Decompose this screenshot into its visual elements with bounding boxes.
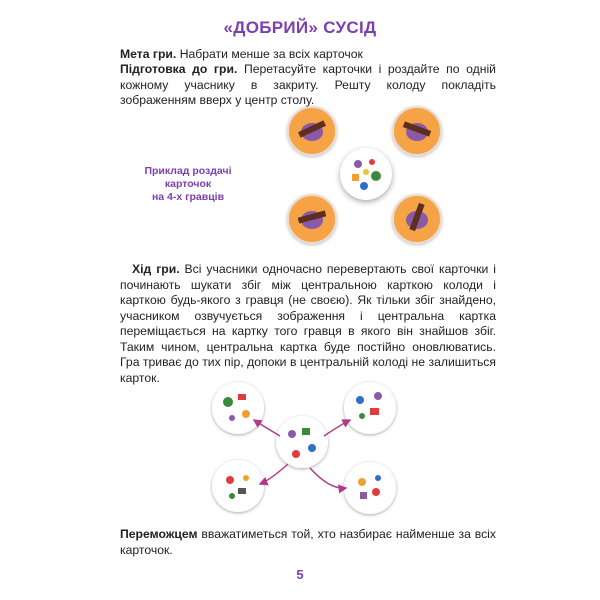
player-card-top-right — [392, 106, 442, 156]
card-back-icon — [289, 108, 335, 154]
card-back-icon — [394, 196, 440, 242]
caption-line-1: Приклад роздачі карточок — [144, 165, 232, 190]
arrow — [260, 464, 288, 484]
player-card — [212, 382, 264, 434]
prep-text: Перетасуйте карточки і роздайте по одній кожному учаснику в закриту. Решту колоду покладіть зображенням вверх у центр столу. — [120, 62, 496, 107]
page-title: «ДОБРИЙ» СУСІД — [223, 18, 377, 37]
move-label: Хід гри. — [132, 262, 180, 276]
page-number: 5 — [296, 567, 304, 582]
deal-example-caption — [128, 165, 248, 204]
player-card-bottom-left — [287, 194, 337, 244]
goal-text: Набрати менше за всіх карточок — [176, 47, 363, 61]
winner-text: вважатиметься той, хто назбирає найменше за всіх карточок. — [120, 527, 496, 557]
player-card-bottom-right — [392, 194, 442, 244]
winner-label: Переможцем — [120, 527, 198, 541]
card-back-icon — [394, 108, 440, 154]
move-paragraph — [120, 262, 496, 386]
player-card — [344, 462, 396, 514]
center-card — [276, 416, 328, 468]
move-text: Всі учасники одночасно перевертають свої карточки і починають шукати збіг між центральною карткою колоди і карткою будь-якого з гравця (не своєю). Як тільки збіг знайдено, учасником озвучується зображення і центральна картка переміщається на картку того гравця в якого він знайшов збіг. Таким чином, центральна картка буде постійно оновлюватись. Гра триває до тих пір, допоки в центральній колоді не залишиться карток. — [120, 262, 496, 385]
prep-paragraph — [120, 62, 496, 109]
caption-line-2: на 4-х гравців — [151, 191, 225, 203]
goal-paragraph — [120, 47, 496, 63]
arrow — [324, 420, 350, 436]
arrow — [254, 420, 280, 436]
card-back-icon — [289, 196, 335, 242]
player-card — [212, 460, 264, 512]
center-deck-card — [340, 148, 392, 200]
player-card-top-left — [287, 106, 337, 156]
winner-paragraph — [120, 527, 496, 558]
arrow — [310, 468, 346, 488]
card-pictures-icon — [340, 148, 392, 200]
game-flow-diagram — [210, 380, 400, 520]
prep-label: Підготовка до гри. — [120, 62, 238, 76]
goal-label: Мета гри. — [120, 47, 177, 61]
